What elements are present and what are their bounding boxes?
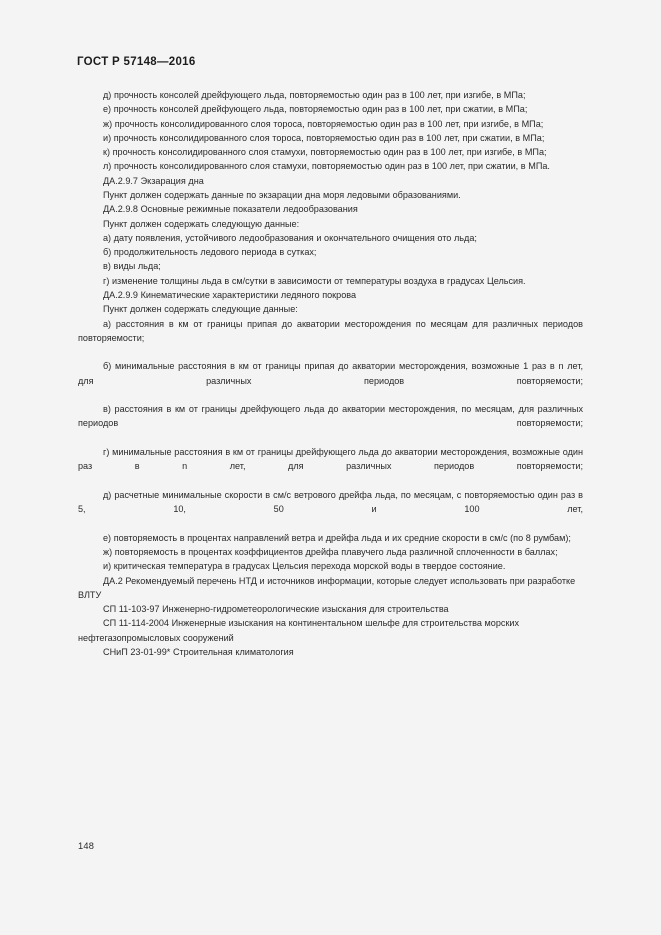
clause-heading: ДА.2.9.9 Кинематические характеристики ледяного покрова — [103, 289, 357, 300]
reference-entry: СП 11-114-2004 Инженерные изыскания на континентальном шельфе для строительства морских нефтегазопромысловых сооружений — [78, 618, 520, 643]
reference-entry: СП 11-103-97 Инженерно-гидрометеорологические изыскания для строительства — [103, 604, 449, 615]
list-item-paragraph: г) минимальные расстояния в км от границы дрейфующего льда до акватории месторождения, возможные один раз в n лет, для различных периодов повторяемости; — [78, 447, 583, 472]
clause-heading: ДА.2.9.7 Экзарация дна — [103, 175, 204, 186]
list-item-paragraph: к) прочность консолидированного слоя стамухи, повторяемостью один раз в 100 лет, при изгибе, в МПа; — [103, 147, 547, 158]
list-item-paragraph: б) продолжительность ледового периода в сутках; — [103, 247, 317, 258]
body-paragraph: Пункт должен содержать данные по экзарации дна моря ледовыми образованиями. — [103, 189, 461, 200]
list-item-paragraph: б) минимальные расстояния в км от границы припая до акватории месторождения, возможные 1 раз в n лет, для различных периодов повторяемости; — [78, 361, 583, 386]
reference-entry: СНиП 23-01-99* Строительная климатология — [103, 646, 294, 657]
list-item-paragraph: а) расстояния в км от границы припая до акватории месторождения по месяцам для различных периодов повторяемости; — [78, 318, 583, 343]
list-item-paragraph: д) расчетные минимальные скорости в см/с ветрового дрейфа льда, по месяцам, с повторяемостью один раз в 5, 10, 50 и 100 лет, — [78, 489, 583, 515]
body-paragraph: ДА.2 Рекомендуемый перечень НТД и источников информации, которые следует использовать при разработке ВЛТУ — [78, 575, 576, 600]
running-header-standard-number: ГОСТ Р 57148—2016 — [77, 56, 196, 68]
list-item-paragraph: ж) прочность консолидированного слоя тороса, повторяемостью один раз в 100 лет, при изгибе, в МПа; — [103, 118, 544, 129]
list-item-paragraph: ж) повторяемость в процентах коэффициентов дрейфа плавучего льда различной сплоченности в баллах; — [103, 547, 558, 557]
list-item-paragraph: а) дату появления, устойчивого ледообразования и окончательного очищения ото льда; — [103, 232, 477, 243]
list-item-paragraph: и) прочность консолидированного слоя тороса, повторяемостью один раз в 100 лет, при сжатии, в МПа; — [103, 132, 545, 143]
body-paragraph: Пункт должен содержать следующую данные: — [103, 218, 300, 229]
list-item-paragraph: е) повторяемость в процентах направлений ветра и дрейфа льда и их средние скорости в см/с (по 8 румбам); — [103, 532, 571, 543]
list-item-paragraph: л) прочность консолидированного слоя стамухи, повторяемостью один раз в 100 лет, при сжатии, в МПа. — [103, 161, 550, 172]
body-paragraph: Пункт должен содержать следующие данные: — [103, 304, 298, 315]
page-number-folio: 148 — [78, 841, 95, 851]
list-item-paragraph: и) критическая температура в градусах Цельсия перехода морской воды в твердое состояние. — [103, 561, 506, 572]
list-item-paragraph: г) изменение толщины льда в см/сутки в зависимости от температуры воздуха в градусах Цельсия. — [103, 275, 526, 286]
list-item-paragraph: д) прочность консолей дрейфующего льда, повторяемостью один раз в 100 лет, при изгибе, в МПа; — [103, 90, 526, 100]
document-body-column — [78, 88, 583, 659]
list-item-paragraph: в) виды льда; — [103, 261, 161, 272]
list-item-paragraph: е) прочность консолей дрейфующего льда, повторяемостью один раз в 100 лет, при сжатии, в МПа; — [103, 104, 528, 115]
list-item-paragraph: в) расстояния в км от границы дрейфующего льда до акватории месторождения, по месяцам, для различных периодов повторяемости; — [78, 404, 583, 429]
clause-heading: ДА.2.9.8 Основные режимные показатели ледообразования — [103, 204, 358, 215]
